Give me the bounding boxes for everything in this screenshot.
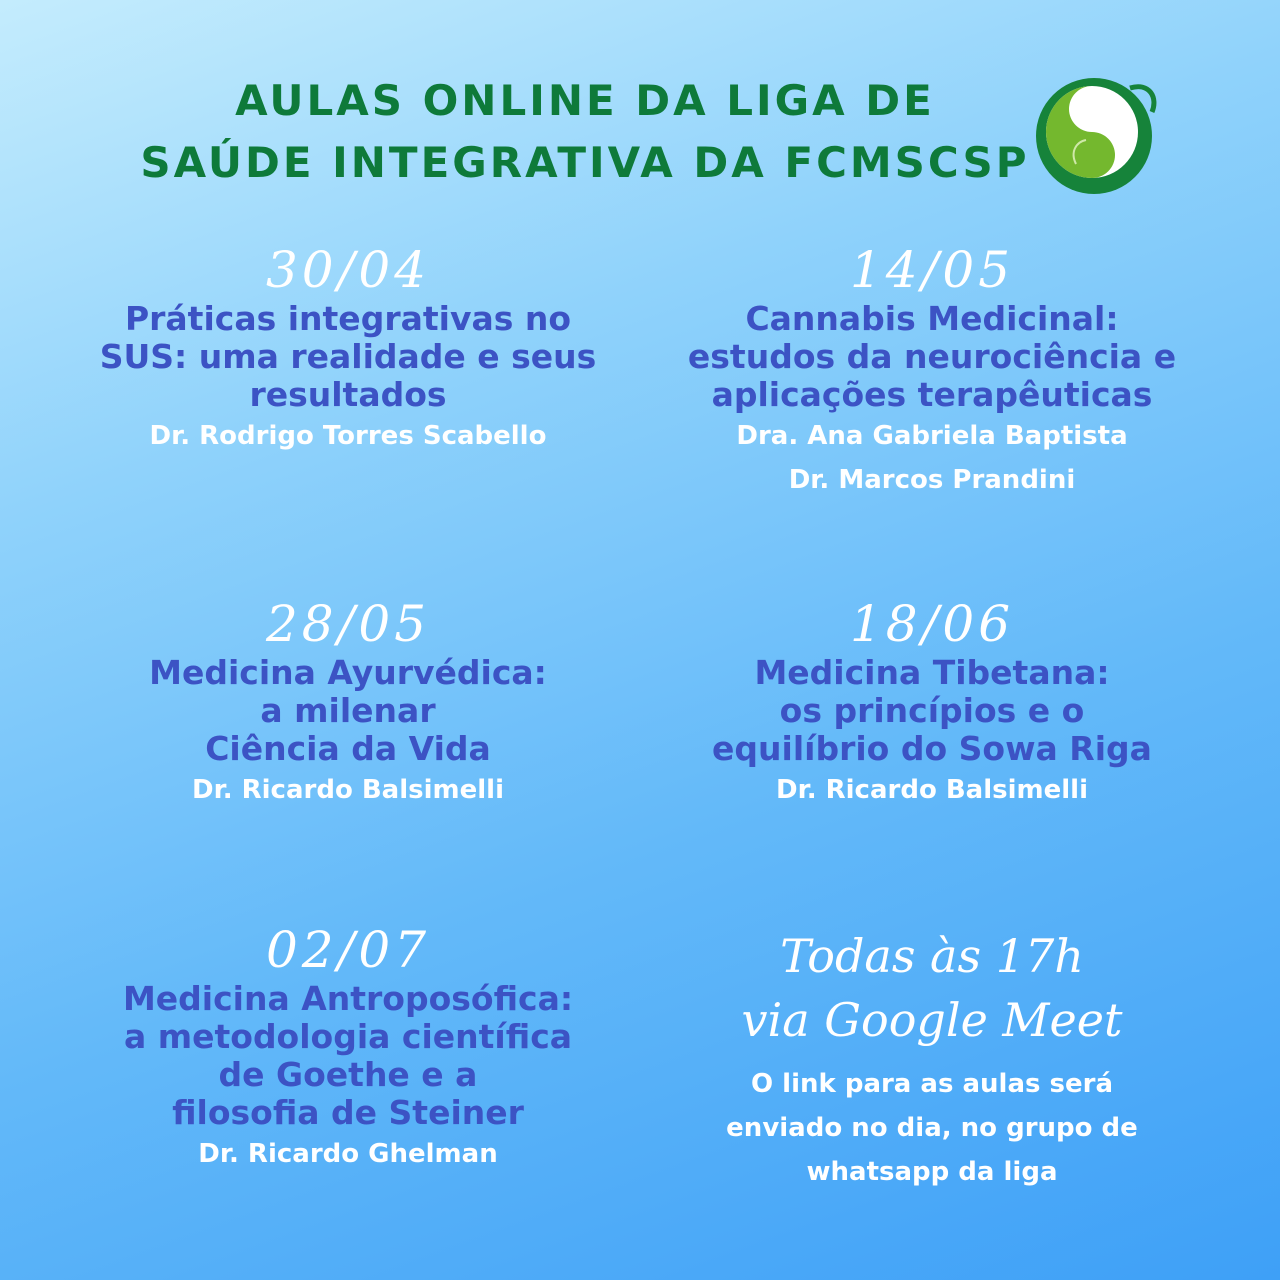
link-notice-line: whatsapp da liga [806, 1157, 1058, 1187]
schedule-time: Todas às 17h [780, 929, 1084, 983]
talk-date: 30/04 [265, 241, 431, 299]
talk-title-line: de Goethe e a [218, 1055, 478, 1094]
schedule-platform: via Google Meet [741, 993, 1123, 1047]
talk-card [632, 240, 1232, 502]
link-notice-line: enviado no dia, no grupo de [726, 1113, 1138, 1143]
talk-title-line: a metodologia científica [123, 1017, 573, 1056]
talk-date: 28/05 [265, 595, 431, 653]
talk-title-line: os princípios e o [779, 691, 1085, 730]
talk-date: 14/05 [849, 241, 1015, 299]
talk-date: 02/07 [265, 921, 431, 979]
talk-date: 18/06 [849, 595, 1015, 653]
talk-title [48, 300, 648, 414]
talk-title-line: Ciência da Vida [205, 729, 491, 768]
link-notice-line: O link para as aulas será [751, 1069, 1113, 1099]
talk-title-line: SUS: uma realidade e seus [99, 337, 597, 376]
talk-title-line: equilíbrio do Sowa Riga [712, 729, 1152, 768]
talk-title-line: Medicina Antroposófica: [122, 979, 574, 1018]
speaker-name: Dr. Ricardo Ghelman [198, 1139, 498, 1169]
speaker-name: Dra. Ana Gabriela Baptista [736, 421, 1128, 451]
talk-title [48, 654, 648, 768]
talk-title-line: filosofia de Steiner [172, 1093, 524, 1132]
talk-title [48, 980, 648, 1132]
talk-card [48, 594, 648, 812]
speaker-name: Dr. Marcos Prandini [788, 465, 1076, 495]
schedule-info [632, 924, 1232, 1194]
speaker-name: Dr. Ricardo Balsimelli [776, 775, 1088, 805]
talk-title-line: Medicina Ayurvédica: [149, 653, 547, 692]
talk-title-line: a milenar [260, 691, 436, 730]
page-title-line-2: SAÚDE INTEGRATIVA DA FCMSCSP [140, 138, 1030, 187]
speaker-name: Dr. Rodrigo Torres Scabello [149, 421, 547, 451]
talk-title-line: resultados [249, 375, 447, 414]
header [0, 70, 1170, 194]
yin-yang-leaf-logo-icon [1030, 68, 1162, 200]
talk-title [632, 300, 1232, 414]
page-title-line-1: AULAS ONLINE DA LIGA DE [235, 76, 935, 125]
talk-title [632, 654, 1232, 768]
talk-card [48, 920, 648, 1176]
speaker-name: Dr. Ricardo Balsimelli [192, 775, 504, 805]
talk-card [632, 594, 1232, 812]
talk-title-line: Práticas integrativas no [124, 299, 572, 338]
talk-title-line: Cannabis Medicinal: [745, 299, 1119, 338]
link-notice [632, 1062, 1232, 1194]
talk-title-line: estudos da neurociência e [687, 337, 1177, 376]
talk-title-line: Medicina Tibetana: [754, 653, 1110, 692]
talk-title-line: aplicações terapêuticas [711, 375, 1153, 414]
talk-card [48, 240, 648, 458]
